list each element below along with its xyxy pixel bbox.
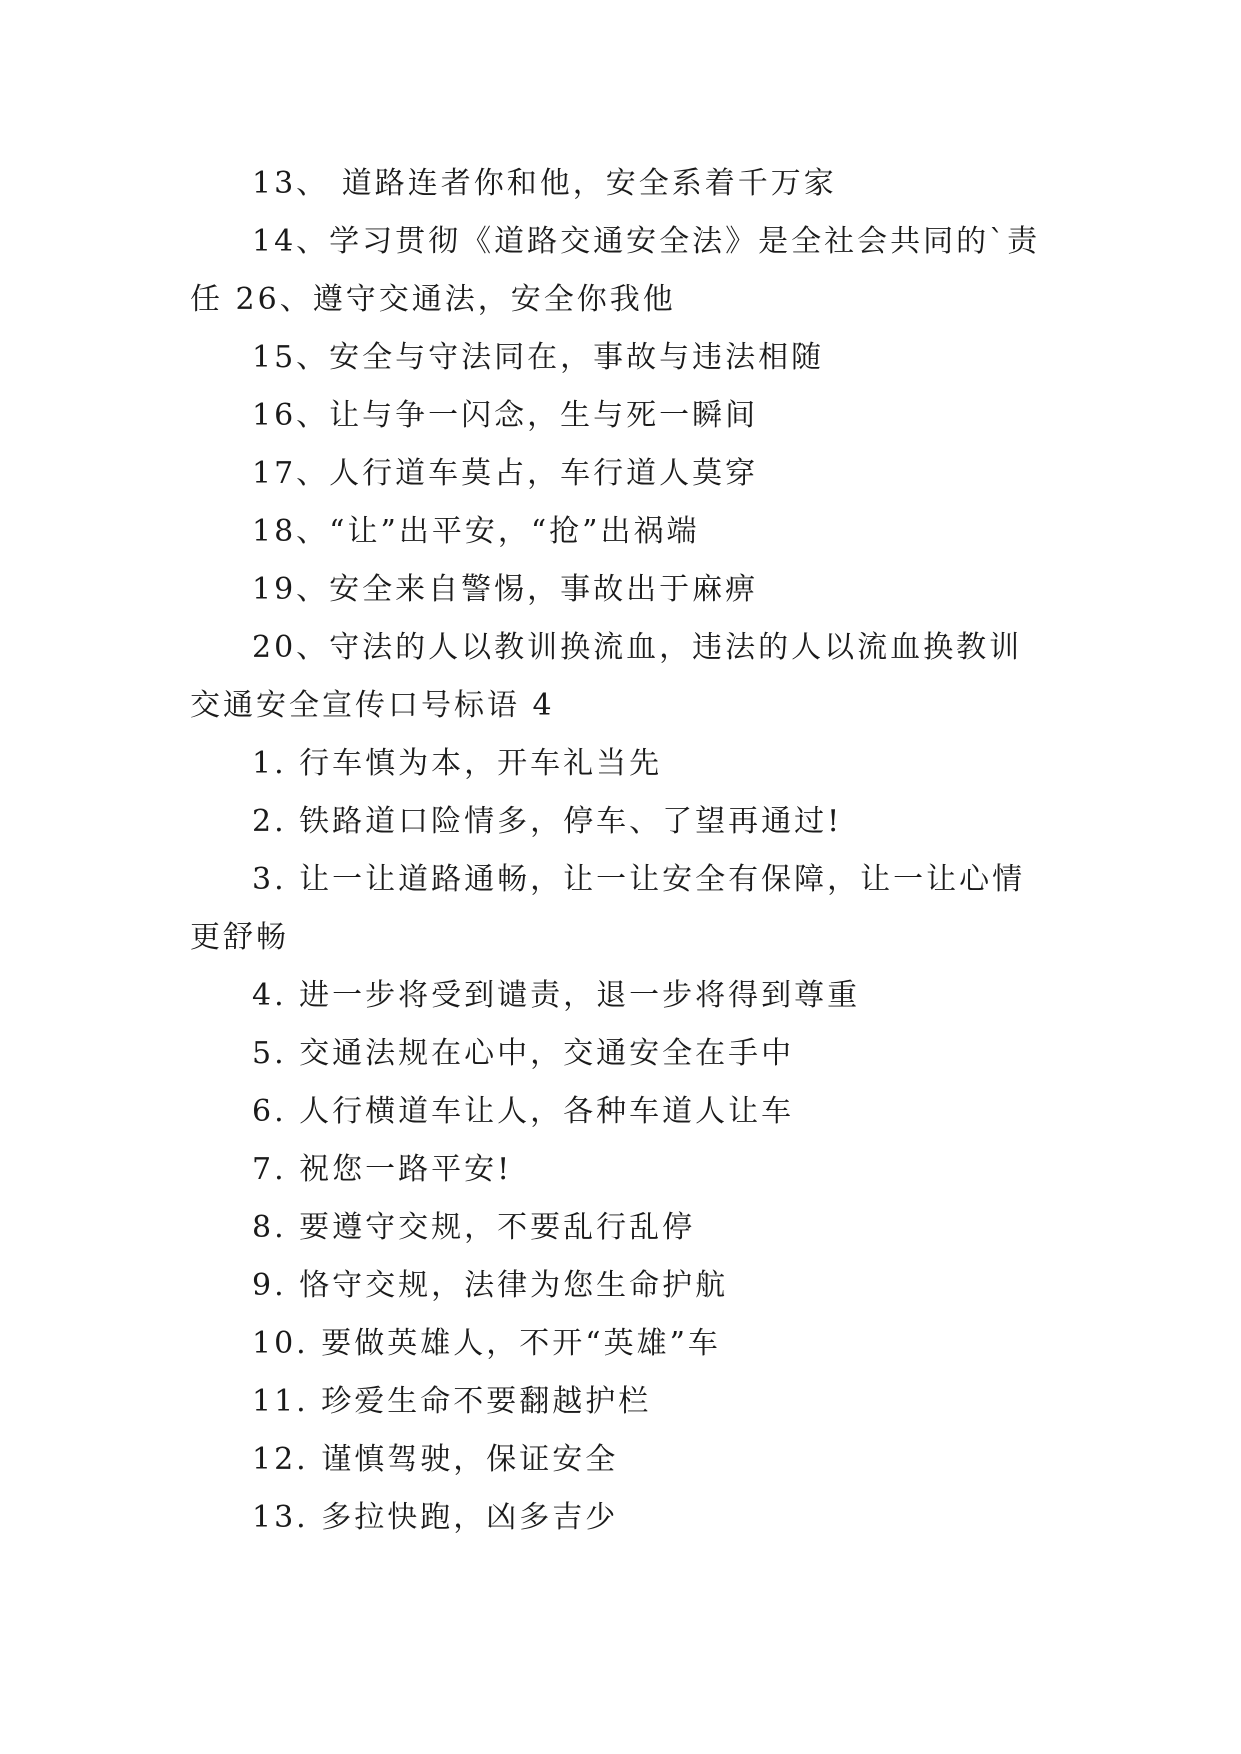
text-line: 6. 人行横道车让人，各种车道人让车 <box>252 1094 795 1129</box>
text-line: 更舒畅 <box>190 920 289 955</box>
text-line: 20、守法的人以教训换流血，违法的人以流血换教训 <box>252 630 1023 665</box>
text-line: 19、安全来自警惕，事故出于麻痹 <box>252 572 759 607</box>
text-line: 10. 要做英雄人，不开“英雄”车 <box>252 1326 721 1361</box>
text-line: 9. 恪守交规，法律为您生命护航 <box>252 1268 729 1303</box>
text-line: 17、人行道车莫占，车行道人莫穿 <box>252 456 759 491</box>
text-line: 1. 行车慎为本，开车礼当先 <box>252 746 663 781</box>
text-line: 14、学习贯彻《道路交通安全法》是全社会共同的`责 <box>252 224 1041 259</box>
text-line: 15、安全与守法同在，事故与违法相随 <box>252 340 825 375</box>
text-line: 8. 要遵守交规，不要乱行乱停 <box>252 1210 696 1245</box>
text-line: 11. 珍爱生命不要翻越护栏 <box>252 1384 652 1419</box>
text-line: 13、 道路连者你和他，安全系着千万家 <box>252 166 837 201</box>
text-line: 12. 谨慎驾驶，保证安全 <box>252 1442 619 1477</box>
text-line: 5. 交通法规在心中，交通安全在手中 <box>252 1036 795 1071</box>
text-line: 3. 让一让道路通畅，让一让安全有保障，让一让心情 <box>252 862 1026 897</box>
text-line: 7. 祝您一路平安! <box>252 1152 513 1187</box>
section-heading: 交通安全宣传口号标语 4 <box>190 688 555 723</box>
text-line: 任 26、遵守交通法，安全你我他 <box>190 282 676 317</box>
text-line: 16、让与争一闪念，生与死一瞬间 <box>252 398 759 433</box>
document-body <box>190 155 1070 1547</box>
text-line: 13. 多拉快跑，凶多吉少 <box>252 1500 619 1535</box>
text-line: 2. 铁路道口险情多，停车、了望再通过! <box>252 804 843 839</box>
text-line: 18、“让”出平安，“抢”出祸端 <box>252 514 700 549</box>
text-line: 4. 进一步将受到谴责，退一步将得到尊重 <box>252 978 861 1013</box>
